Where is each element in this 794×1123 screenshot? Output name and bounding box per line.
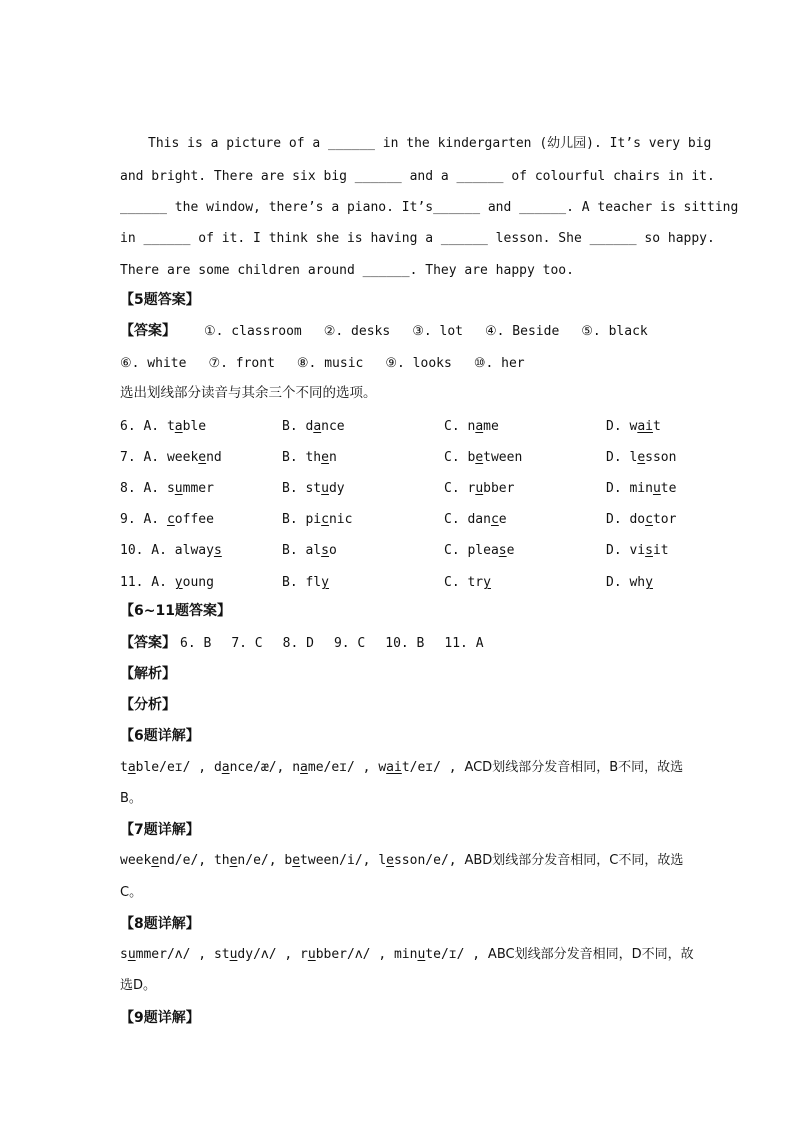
- question-number: 8. A.: [120, 481, 167, 496]
- answer-item: ⑨. looks: [385, 356, 452, 371]
- q6-detail-heading: 【6题详解】: [120, 728, 200, 744]
- option-c: C. between: [444, 450, 523, 465]
- q6-11-answer-heading: 【6~11题答案】: [120, 603, 231, 619]
- answer-item: 6. B: [180, 636, 212, 651]
- question-number: 10. A.: [120, 543, 175, 558]
- option-label: B.: [282, 512, 306, 527]
- underlined-letters: u: [127, 947, 136, 962]
- option-label: C.: [444, 481, 468, 496]
- q9-detail-heading: 【9题详解】: [120, 1010, 200, 1026]
- underlined-letters: u: [417, 947, 426, 962]
- option-d: D. visit: [606, 543, 669, 558]
- underlined-letters: c: [321, 512, 329, 527]
- option-a: 10. A. always: [120, 543, 222, 558]
- q7-detail-line-1: [120, 852, 684, 870]
- answer-label: 【答案】: [120, 635, 176, 651]
- phonetic-word: dance/æ/,: [213, 760, 293, 775]
- phonetic-word: summer/ʌ/ ,: [120, 947, 214, 962]
- phonetic-word: study/ʌ/ ,: [213, 947, 301, 962]
- underlined-letters: s: [213, 543, 222, 558]
- analysis-heading: 【解析】: [120, 666, 176, 682]
- underlined-letters: u: [321, 481, 329, 496]
- underlined-letters: a: [127, 760, 136, 775]
- option-a: 9. A. coffee: [120, 512, 214, 527]
- option-label: B.: [282, 481, 306, 496]
- option-c: C. try: [444, 575, 491, 590]
- underlined-letters: y: [645, 575, 653, 590]
- underlined-letters: y: [483, 575, 491, 590]
- answer-item: ③. lot: [412, 324, 463, 339]
- phonetic-word: then/e/,: [213, 853, 285, 868]
- phonetic-word: name/eɪ/ ,: [292, 760, 379, 775]
- option-c: C. rubber: [444, 481, 515, 496]
- question-number: 7. A.: [120, 450, 167, 465]
- underlined-letters: u: [229, 947, 238, 962]
- underlined-letters: e: [151, 853, 160, 868]
- q8-detail-line-1: [120, 946, 694, 964]
- underlined-letters: y: [174, 575, 183, 590]
- option-label: B.: [282, 575, 306, 590]
- underlined-letters: e: [229, 853, 238, 868]
- phonetic-word: lesson/e/,: [378, 853, 465, 868]
- option-a: 7. A. weekend: [120, 450, 222, 465]
- option-d: D. wait: [606, 419, 661, 434]
- option-d: D. why: [606, 575, 653, 590]
- underlined-letters: ai: [637, 419, 653, 434]
- option-b: B. study: [282, 481, 345, 496]
- option-c: C. name: [444, 419, 499, 434]
- q5-answer-heading: 【5题答案】: [120, 292, 200, 308]
- underlined-letters: c: [166, 512, 175, 527]
- option-label: D.: [606, 512, 630, 527]
- question-row: [120, 511, 680, 529]
- question-row: [120, 574, 680, 592]
- option-c: C. dance: [444, 512, 507, 527]
- option-b: B. then: [282, 450, 337, 465]
- passage-line-4: in ______ of it. I think she is having a ______ lesson. She ______ so happy.: [120, 231, 715, 246]
- underlined-letters: y: [321, 575, 329, 590]
- question-row: [120, 480, 680, 498]
- question-number: 6. A.: [120, 419, 167, 434]
- answer-item: ⑧. music: [296, 356, 364, 371]
- question-number: 9. A.: [120, 512, 167, 527]
- answer-item: ⑦. front: [208, 356, 275, 371]
- phonetic-word: between/i/,: [284, 853, 379, 868]
- option-d: D. lesson: [606, 450, 677, 465]
- underlined-letters: a: [475, 419, 484, 434]
- underlined-letters: u: [652, 481, 661, 496]
- option-b: B. also: [282, 543, 337, 558]
- explanation-text: ACD划线部分发音相同，B不同，故选: [464, 760, 684, 775]
- explanation-text: ABD划线部分发音相同，C不同，故选: [464, 853, 684, 868]
- q6-detail-line-2: B。: [120, 791, 142, 806]
- question-row: [120, 418, 680, 436]
- answer-item: ⑤. black: [581, 324, 648, 339]
- option-label: D.: [606, 575, 630, 590]
- answer-item: 7. C: [231, 636, 263, 651]
- option-a: 8. A. summer: [120, 481, 214, 496]
- underlined-letters: e: [637, 450, 646, 465]
- option-label: D.: [606, 450, 630, 465]
- question-row: [120, 542, 680, 560]
- phonetic-word: table/eɪ/ ,: [120, 760, 214, 775]
- underlined-letters: e: [386, 853, 394, 868]
- passage-line-3: ______ the window, there’s a piano. It’s______ and ______. A teacher is sitting: [120, 200, 739, 215]
- option-a: 6. A. table: [120, 419, 207, 434]
- answer-item: ⑩. her: [473, 356, 525, 371]
- phonetic-word: rubber/ʌ/ ,: [300, 947, 394, 962]
- phonetic-word: wait/eɪ/ ,: [378, 760, 465, 775]
- option-b: B. picnic: [282, 512, 353, 527]
- underlined-letters: a: [313, 419, 322, 434]
- answer-item: ⑥. white: [120, 356, 187, 371]
- option-c: C. please: [444, 543, 515, 558]
- answer-item: ①. classroom: [204, 324, 302, 339]
- q6-detail-line-1: [120, 759, 684, 777]
- option-label: D.: [606, 543, 630, 558]
- option-label: B.: [282, 543, 306, 558]
- q5-answer-line-1: [120, 322, 680, 341]
- underlined-letters: u: [475, 481, 484, 496]
- underlined-letters: a: [174, 419, 183, 434]
- option-b: B. dance: [282, 419, 345, 434]
- passage-line-1: This is a picture of a ______ in the kindergarten (幼儿园). It’s very big: [148, 136, 712, 151]
- q8-detail-heading: 【8题详解】: [120, 916, 200, 932]
- underlined-letters: u: [307, 947, 316, 962]
- underlined-letters: e: [475, 450, 484, 465]
- option-a: 11. A. young: [120, 575, 214, 590]
- question-row: [120, 449, 680, 467]
- option-label: B.: [282, 450, 306, 465]
- underlined-letters: c: [645, 512, 653, 527]
- q8-detail-line-2: 选D。: [120, 978, 157, 993]
- option-label: D.: [606, 419, 630, 434]
- instruction: 选出划线部分读音与其余三个不同的选项。: [120, 385, 377, 401]
- phonetic-word: minute/ɪ/ ,: [393, 947, 488, 962]
- answer-label: 【答案】: [120, 323, 176, 339]
- answer-item: 11. A: [444, 636, 484, 651]
- option-label: C.: [444, 450, 468, 465]
- option-label: D.: [606, 481, 630, 496]
- underlined-letters: e: [321, 450, 329, 465]
- option-label: C.: [444, 543, 468, 558]
- q5-answer-line-2: [120, 355, 680, 373]
- q6-11-answer-line: [120, 634, 680, 653]
- underlined-letters: e: [292, 853, 301, 868]
- passage-line-2: and bright. There are six big ______ and a ______ of colourful chairs in it.: [120, 169, 715, 184]
- answer-item: ②. desks: [323, 324, 391, 339]
- q7-detail-line-2: C。: [120, 885, 143, 900]
- underlined-letters: s: [321, 543, 329, 558]
- answer-item: 9. C: [333, 636, 366, 651]
- option-label: C.: [444, 419, 468, 434]
- answer-item: 8. D: [282, 636, 314, 651]
- underlined-letters: a: [300, 760, 308, 775]
- option-b: B. fly: [282, 575, 329, 590]
- option-label: C.: [444, 512, 468, 527]
- q7-detail-heading: 【7题详解】: [120, 822, 200, 838]
- underlined-letters: s: [498, 543, 507, 558]
- underlined-letters: a: [221, 760, 230, 775]
- option-d: D. minute: [606, 481, 677, 496]
- question-number: 11. A.: [120, 575, 175, 590]
- option-label: C.: [444, 575, 468, 590]
- underlined-letters: s: [645, 543, 653, 558]
- answer-item: 10. B: [385, 636, 425, 651]
- underlined-letters: ai: [386, 760, 402, 775]
- underlined-letters: e: [198, 450, 207, 465]
- explanation-text: ABC划线部分发音相同，D不同，故: [487, 947, 694, 962]
- phonetic-word: weekend/e/,: [120, 853, 214, 868]
- option-d: D. doctor: [606, 512, 677, 527]
- underlined-letters: c: [490, 512, 499, 527]
- fenxi-heading: 【分析】: [120, 697, 176, 713]
- option-label: B.: [282, 419, 306, 434]
- passage-line-5: There are some children around ______. They are happy too.: [120, 263, 574, 278]
- underlined-letters: u: [174, 481, 183, 496]
- answer-item: ④. Beside: [485, 324, 560, 339]
